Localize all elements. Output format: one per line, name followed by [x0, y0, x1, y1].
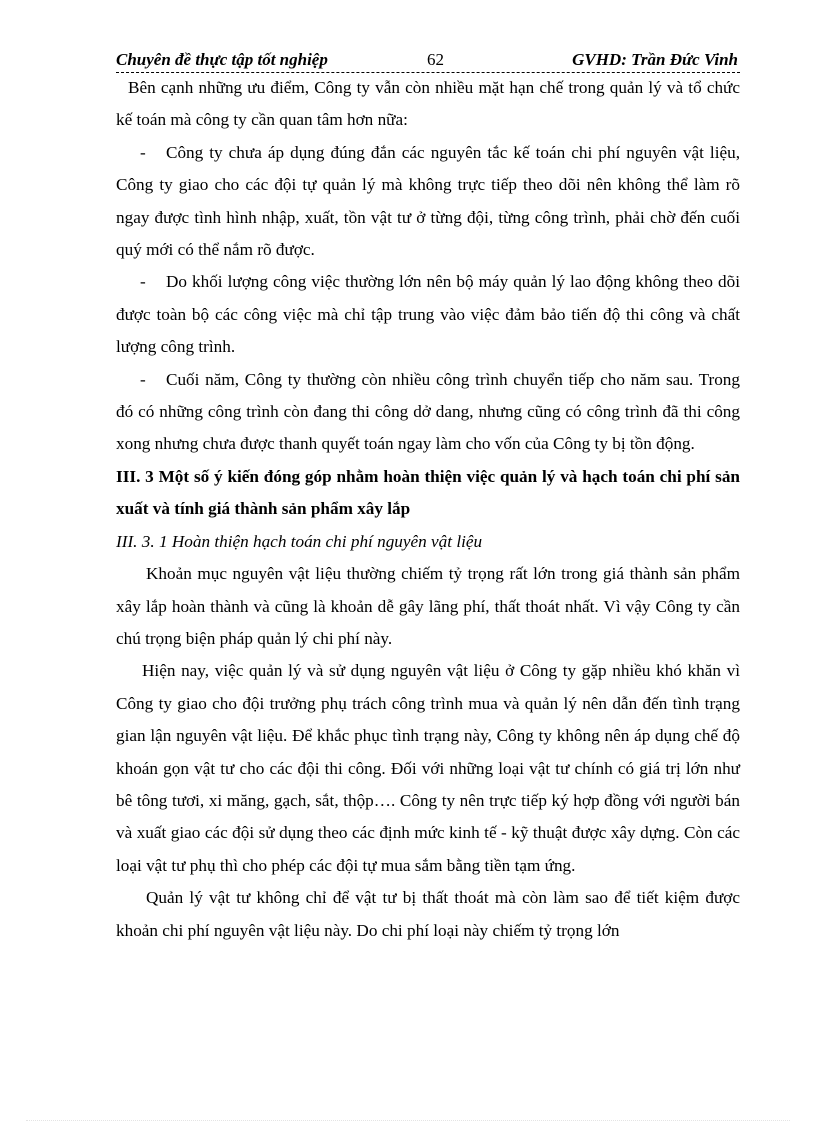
bullet-item	[116, 266, 740, 363]
bullet-text: Do khối lượng công việc thường lớn nên bộ máy quản lý lao động không theo dõi được toàn bộ các công việc mà chỉ tập trung vào việc đảm bảo tiến độ thi công và chất lượng công trình.	[116, 272, 740, 357]
subsection-heading: III. 3. 1 Hoàn thiện hạch toán chi phí nguyên vật liệu	[116, 531, 483, 551]
header-title: Chuyên đề thực tập tốt nghiệp	[116, 50, 328, 69]
paragraph: Hiện nay, việc quản lý và sử dụng nguyên vật liệu ở Công ty gặp nhiều khó khăn vì Công ty giao cho đội trưởng phụ trách công trình mua và quản lý nên dẫn đến tình trạng gian lận nguyên vật liệu. Để khắc phục tình trạng này, Công ty không nên áp dụng chế độ khoán gọn vật tư cho các đội thi công. Đối với những loại vật tư chính có giá trị lớn như bê tông tươi, xi măng, gạch, sắt, thộp…. Công ty nên trực tiếp ký hợp đồng với người bán và xuất giao các đội sử dụng theo các định mức kinh tế - kỹ thuật được xây dựng. Còn các loại vật tư phụ thì cho phép các đội tự mua sắm bằng tiền tạm ứng.	[116, 661, 740, 875]
document-body	[116, 72, 740, 947]
bullet-dash: -	[140, 272, 146, 292]
paragraph-intro: Bên cạnh những ưu điểm, Công ty vẫn còn nhiều mặt hạn chế trong quản lý và tổ chức kế toán mà công ty cần quan tâm hơn nữa:	[116, 78, 740, 130]
bullet-dash: -	[140, 369, 146, 389]
page-bottom-border	[26, 1120, 790, 1121]
bullet-item	[116, 137, 740, 267]
paragraph: Khoản mục nguyên vật liệu thường chiếm tỷ trọng rất lớn trong giá thành sản phẩm xây lắp hoàn thành và cũng là khoản dễ gây lãng phí, thất thoát nhất. Vì vậy Công ty cần chú trọng biện pháp quản lý chi phí này.	[116, 564, 740, 648]
page-header	[116, 46, 740, 73]
header-supervisor: GVHD: Trần Đức Vinh	[572, 50, 738, 69]
bullet-text: Cuối năm, Công ty thường còn nhiều công trình chuyển tiếp cho năm sau. Trong đó có những công trình còn đang thi công dở dang, nhưng cũng có công trình đã thi công xong nhưng chưa được thanh quyết toán ngay làm cho vốn của Công ty bị tồn động.	[116, 369, 740, 454]
section-heading: III. 3 Một số ý kiến đóng góp nhằm hoàn thiện việc quản lý và hạch toán chi phí sản xuất và tính giá thành sản phẩm xây lắp	[116, 466, 740, 519]
bullet-dash: -	[140, 142, 146, 162]
paragraph: Quản lý vật tư không chỉ để vật tư bị thất thoát mà còn làm sao để tiết kiệm được khoản chi phí nguyên vật liệu này. Do chi phí loại này chiếm tỷ trọng lớn	[116, 888, 740, 940]
page-number: 62	[427, 50, 444, 69]
bullet-item	[116, 364, 740, 461]
bullet-text: Công ty chưa áp dụng đúng đắn các nguyên tắc kế toán chi phí nguyên vật liệu, Công ty giao cho các đội tự quản lý mà không trực tiếp theo dõi nên không thể làm rõ ngay được tình hình nhập, xuất, tồn vật tư ở từng đội, từng công trình, phải chờ đến cuối quý mới có thể nắm rõ được.	[116, 142, 740, 260]
